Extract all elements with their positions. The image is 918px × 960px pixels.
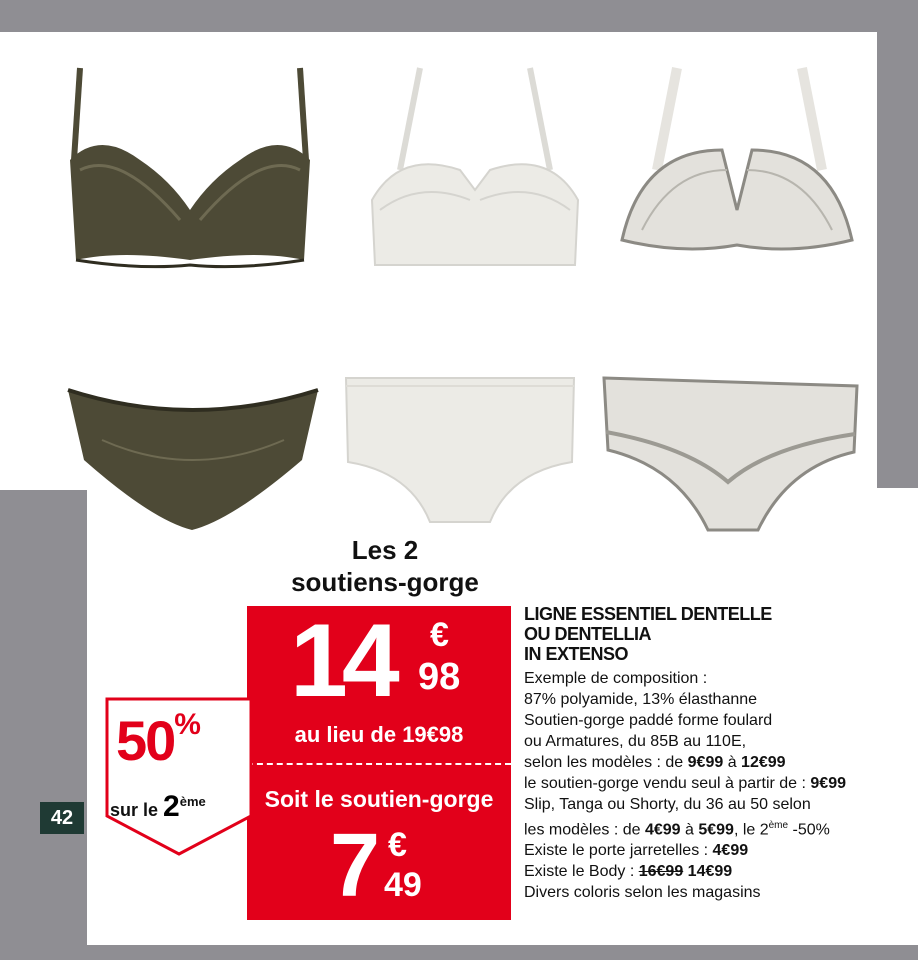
khaki-lace-tanga-image (62, 370, 324, 535)
discount-badge (104, 696, 254, 858)
title-line-1: LIGNE ESSENTIEL DENTELLE (524, 604, 772, 624)
unit-price-cents: 49 (384, 866, 422, 904)
desc-line-3: Soutien-gorge paddé forme foulard (524, 712, 773, 729)
title-line-2: OU DENTELLIA (524, 624, 651, 644)
frame-right (877, 32, 918, 488)
main-price-cents: 98 (418, 656, 461, 698)
desc-line-11: Divers coloris selon les magasins (524, 884, 761, 902)
frame-top (0, 0, 918, 32)
discount-percent-sign: % (174, 708, 199, 741)
heading-line1: Les 2 (351, 535, 419, 565)
product-info (524, 604, 876, 903)
desc-line-4: ou Armatures, du 85B au 110E, (524, 733, 747, 750)
ivory-lace-shorty-image (598, 372, 863, 542)
discount-number: 2 (163, 790, 180, 823)
title-line-3: IN EXTENSO (524, 644, 629, 664)
unit-price-label: Soit le soutien-gorge (264, 786, 494, 812)
desc-line-6: le soutien-gorge vendu seul à partir de : 9€99 (524, 775, 846, 792)
main-price-integer: 14 (290, 603, 394, 719)
discount-percent (116, 708, 256, 773)
unit-price (330, 818, 450, 918)
price-divider (247, 763, 511, 765)
white-shorty-image (340, 372, 580, 532)
product-title (524, 604, 876, 664)
discount-condition (110, 790, 254, 824)
desc-line-10: Existe le Body : 16€99 14€99 (524, 863, 733, 881)
ivory-lace-bra-image (612, 60, 862, 270)
khaki-lace-bra-image (60, 60, 320, 290)
discount-suffix: ème (179, 794, 206, 809)
old-price: au lieu de 19€98 (294, 722, 464, 747)
main-price-currency: € (430, 616, 449, 654)
frame-bottom (0, 945, 918, 960)
discount-prefix: sur le (110, 800, 159, 820)
discount-percent-value: 50 (116, 709, 175, 772)
unit-price-currency: € (388, 826, 407, 864)
desc-line-2: 87% polyamide, 13% élasthanne (524, 691, 758, 708)
page-number: 42 (40, 802, 84, 834)
desc-line-7: Slip, Tanga ou Shorty, du 36 au 50 selon (524, 796, 811, 813)
white-padded-bra-image (360, 60, 590, 280)
desc-line-5: selon les modèles : de 9€99 à 12€99 (524, 754, 786, 771)
desc-line-9: Existe le porte jarretelles : 4€99 (524, 842, 749, 860)
desc-line-1: Exemple de composition : (524, 670, 708, 687)
desc-line-8: les modèles : de 4€99 à 5€99, le 2ème -50% (524, 820, 830, 839)
heading-line2: soutiens-gorge (291, 567, 479, 597)
unit-price-integer: 7 (330, 816, 381, 916)
product-description (524, 668, 876, 903)
offer-heading (250, 534, 520, 598)
